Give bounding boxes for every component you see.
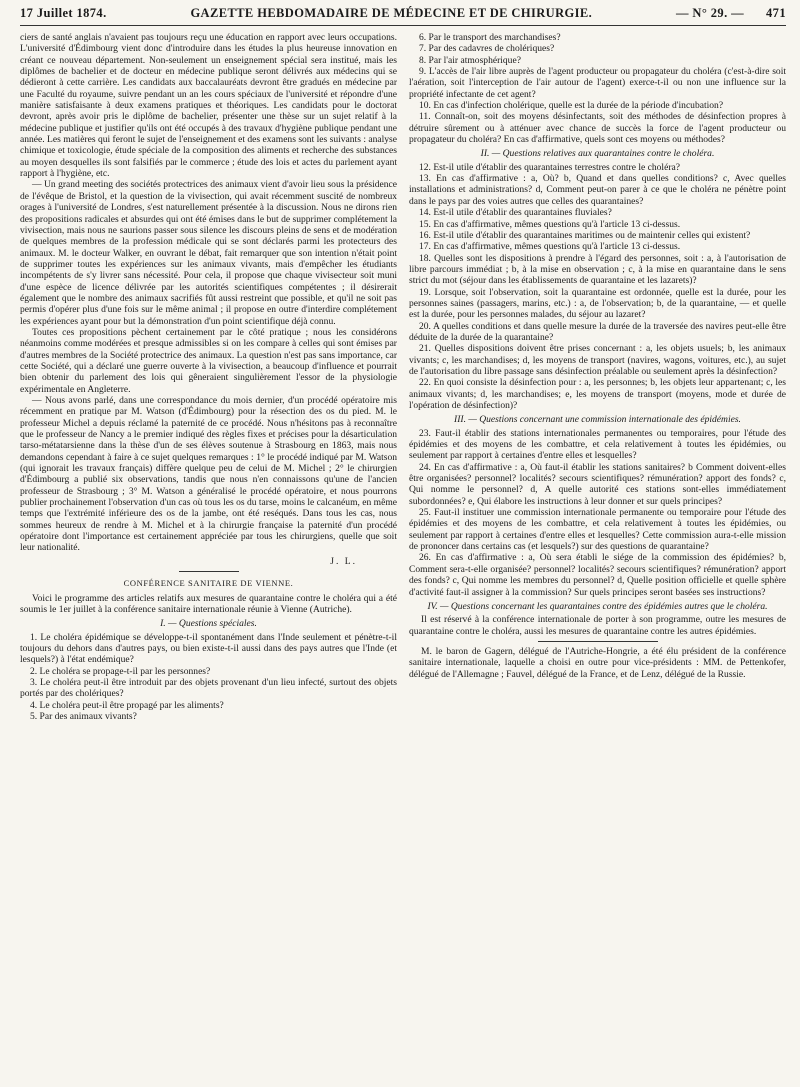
question-item: 19. Lorsque, soit l'observation, soit la quarantaine est ordonnée, quelle est la durée, pour les personnes saines (passagers, marins, etc.) : a, de l'observation; b, de la quarantaine, — et quelle est la durée, pour les personnes malades, du séjour au lazaret?	[409, 286, 786, 321]
header-page-number: 471	[766, 6, 786, 20]
question-item: 24. En cas d'affirmative : a, Où faut-il établir les stations sanitaires? b Comment doivent-elles être organisées? personnel? localités? secours scientifiques? rémunération? apport des fonds? c, Qui nomme le personnel? d, A quelle autorité ces stations sont-elles immédiatement subordonnées? e, Qui élabore les instructions à leur donner et sur quels principes?	[409, 461, 786, 507]
paragraph-programme: Voici le programme des articles relatifs aux mesures de quarantaine contre le choléra qui a été soumis le 1er juillet à la conférence sanitaire internationale réunie à Vienne (Autriche).	[20, 592, 397, 615]
question-item: 21. Quelles dispositions doivent être prises concernant : a, les objets usuels; b, les animaux vivants; c, les marchandises; d, les moyens de transport (navires, wagons, voitures, etc.), au sujet de l'autorisation du libre passage sans désinfection préalable ou seulement après la désinfection?	[409, 343, 786, 377]
paragraph-watson-procedure: — Nous avons parlé, dans une correspondance du mois dernier, d'un procédé opératoire mis récemment en pratique par M. Watson (d'Édimbourg) pour la résection des os du pied. M. le professeur Michel a depuis réclamé la paternité de ce procédé. Nous n'hésitons pas à reconnaître que le professeur de Nancy a le premier indiqué des règles fixes et précises pour la désarticulation tarso-métatarsienne dans la thèse d'un de ses élèves soutenue à Strasbourg en 1863, mais nous demandons cependant à faire à ce sujet quelques remarques : 1° le procédé indiqué par M. Watson (qui ignorait les travaux français) diffère quelque peu de celui de M. Michel ; 2° le chirurgien d'Édimbourg a publié six observations, tandis que nous n'en connaissons qu'une de l'ancien professeur de Strasbourg ; 3° M. Watson a généralisé le procédé opératoire, et nous pourrons publier prochainement l'observation d'un cas où tous les os du tarse, moins le calcanéum, en même temps que l'extrémité inférieure des os de la jambe, ont été reséqués. Dans tous les cas, nous sommes heureux de rendre à M. Michel et à la chirurgie française la paternité d'un procédé opératoire dont l'importance est certainement appréciée par tous les chirurgiens, quelle que soit leur nationalité.	[20, 395, 397, 554]
paragraph-edinburgh: ciers de santé anglais n'avaient pas toujours reçu une éducation en rapport avec leurs occupations. L'université d'Édimbourg vient donc d'introduire dans les études la plus heureuse innovation en créant ce nouveau département. Non-seulement un enseignement spécial sera institué, mais les diplômes de bachelier et de docteur en médecine publique seront délivrés aux médecins qui se dédieront à cette carrière. Les candidats aux baccalauréats devront être gradués en médecine par une Faculté du royaume, suivre pendant un an les cours spéciaux de l'université et répondre d'une manière satisfaisante à deux examens pratiques et théoriques. Les candidats pour le doctorat devront, après avoir pris le diplôme de bachelier, présenter une thèse sur un sujet relatif à la médecine publique et justifier qu'ils ont été occupés à des travaux d'hygiène publique pendant une année. Les matières qui feront le sujet de l'enseignement et des examens sont les suivants : analyse chimique et toxicologie, étude spéciale de la composition des aliments et recherche des substances au moyen desquelles ils sont falsifiés par le commerce ; étude des lois et actes du parlement ayant rapport à l'hygiène, etc.	[20, 32, 397, 180]
paragraph-vivisection-meeting: — Un grand meeting des sociétés protectrices des animaux vient d'avoir lieu sous la présidence de l'évêque de Bristol, et la question de la vivisection, qui avait récemment suscité de nombreux orages à l'université de Londres, s'est naturellement présentée à la discussion. Nous ne dirons rien des propositions radicales et absurdes qui ont été émises dans le but de supprimer complétement la vivisection, mais nous ne saurions passer sous silence les discours pleins de sens et de modération de quelques membres de la profession médicale qui se sont déclarés parmi les protecteurs des animaux. M. le docteur Walker, en ouvrant le débat, fait remarquer que son intention n'était point de supprimer toutes les expériences sur les animaux vivants, mais d'empêcher les étudiants incompétents de s'y livrer sans nécessité. Pour cela, il propose que chaque vivisecteur soit muni d'une espèce de licence délivrée par les autorités scientifiques compétentes ; il désirerait également que le nombre des animaux sacrifiés fût aussi restreint que possible, et qu'il ne soit pas permis d'opérer plus d'une fois sur le même animal ; il propose en outre d'interdire complétement les expériences ayant pour but la démonstration d'un point scientifique déjà connu.	[20, 179, 397, 327]
paragraph-gagern: M. le baron de Gagern, délégué de l'Autriche-Hongrie, a été élu président de la conférence sanitaire internationale, laquelle a choisi en outre pour vice-présidents : MM. de Pettenkofer, délégué de l'Allemagne ; Fauvel, délégué de la France, et de Lenz, délégué de la Russie.	[409, 645, 786, 680]
question-item: 23. Faut-il établir des stations internationales permanentes ou temporaires, pour l'étude des épidémies et des moyens de les combattre, et cela relativement à toutes les épidémies, ou seulement par rapport à certaines d'entre elles et lesquelles?	[409, 427, 786, 462]
question-item: 8. Par l'air atmosphérique?	[419, 54, 521, 66]
question-item: 6. Par le transport des marchandises?	[419, 32, 561, 43]
question-item: 25. Faut-il instituer une commission internationale permanente ou temporaire pour l'étude des épidémies et des moyens de les combattre, et cela relativement à toutes les épidémies, ou seulement par rapport à certaines d'entre elles et lesquelles? Cette commission aura-t-elle mission de prononcer dans certains cas (et lesquels?) sur des questions de quarantaine?	[409, 507, 786, 553]
right-column	[409, 32, 786, 1082]
section-heading-1: I. — Questions spéciales.	[160, 618, 257, 630]
question-item: 3. Le choléra peut-il être introduit par des objets provenant d'un lieu infecté, surtout des objets portés par des cholériques?	[20, 676, 397, 700]
question-item: 15. En cas d'affirmative, mêmes questions qu'à l'article 13 ci-dessus.	[419, 218, 681, 230]
questions-list-left	[20, 632, 397, 723]
question-item: 20. A quelles conditions et dans quelle mesure la durée de la traversée des navires peut-elle être déduite de la durée de la quarantaine?	[409, 320, 786, 343]
paragraph-propositions: Toutes ces propositions pèchent certainement par le côté pratique ; nous les considérons néanmoins comme modérées et presque admissibles si on les compare à celles qui sont émises par d'autres membres de la Société protectrice des animaux. La question n'est pas sans importance, car cette Société, qui a déclaré une guerre ouverte à la vivisection, a beaucoup d'influence et pourrait bien obtenir du parlement des lois qui gêneraient singulièrement l'essor de la physiologie expérimentale en Angleterre.	[20, 326, 397, 395]
question-item: 12. Est-il utile d'établir des quarantaines terrestres contre le choléra?	[419, 161, 680, 173]
questions-list-c	[409, 428, 786, 598]
question-item: 16. Est-il utile d'établir des quarantaines maritimes ou de maintenir celles qui existent?	[419, 229, 751, 241]
section-heading-2: II. — Questions relatives aux quarantaines contre le choléra.	[480, 148, 715, 160]
header-date: 17 Juillet 1874.	[20, 6, 107, 20]
question-item: 7. Par des cadavres de cholériques?	[419, 43, 555, 55]
columns	[20, 32, 786, 1082]
question-item: 14. Est-il utile d'établir des quarantaines fluviales?	[419, 207, 612, 219]
signature: J. L.	[330, 555, 357, 567]
section-heading-4: IV. — Questions concernant les quarantaines contre des épidémies autres que le choléra.	[427, 600, 768, 612]
question-item: 4. Le choléra peut-il être propagé par les aliments?	[30, 699, 224, 711]
question-item: 5. Par des animaux vivants?	[30, 710, 137, 722]
question-item: 18. Quelles sont les dispositions à prendre à l'égard des personnes, soit : a, à l'autorisation de libre parcours immédiat ; b, à la mise en observation ; c, à la mise en quarantaine dans le sens strict du mot (séjour dans les établissements de quarantaine et les lazarets)?	[409, 252, 786, 287]
divider	[179, 571, 239, 572]
question-item: 11. Connaît-on, soit des moyens désinfectants, soit des méthodes de désinfection propres à détruire sûrement ou à atténuer avec chance de succès la force de l'agent producteur ou propagateur du choléra? En cas d'affirmative, quels sont ces moyens ou méthodes?	[409, 111, 786, 146]
questions-list-a	[409, 32, 786, 145]
header-right	[676, 6, 786, 21]
question-item: 1. Le choléra épidémique se développe-t-il spontanément dans l'Inde seulement et pénètre-t-il toujours du dehors dans d'autres pays, ou bien existe-t-il aussi dans des pays autres que l'Inde (et lesquels?) à l'état endémique?	[20, 631, 397, 666]
question-item: 10. En cas d'infection cholérique, quelle est la durée de la période d'incubation?	[419, 100, 724, 112]
question-item: 9. L'accès de l'air libre auprès de l'agent producteur ou propagateur du choléra (c'est-à-dire soit l'aération, soit l'interception de l'air autour de l'agent) exerce-t-il ou non une influence sur la propriété infectante de cet agent?	[409, 66, 786, 100]
question-item: 22. En quoi consiste la désinfection pour : a, les personnes; b, les objets leur appartenant; c, les animaux vivants; d, les marchandises; e, les moyens de transport (moyens, mode et durée de l'opération de désinfection)?	[409, 377, 786, 411]
section-heading-3: III. — Questions concernant une commission internationale des épidémies.	[454, 414, 741, 426]
page-header	[20, 6, 786, 26]
header-journal-title: GAZETTE HEBDOMADAIRE DE MÉDECINE ET DE CHIRURGIE.	[190, 6, 593, 20]
questions-list-b	[409, 162, 786, 412]
left-column	[20, 32, 397, 1082]
conference-title: CONFÉRENCE SANITAIRE DE VIENNE.	[123, 578, 294, 589]
question-item: 2. Le choléra se propage-t-il par les personnes?	[30, 665, 211, 677]
question-item: 17. En cas d'affirmative, mêmes questions qu'à l'article 13 ci-dessus.	[419, 241, 681, 253]
header-issue-number: — N° 29. —	[676, 6, 745, 20]
paragraph-reserve: Il est réservé à la conférence internationale de porter à son programme, outre les mesures de quarantaine contre le choléra, aussi les mesures de quarantaine contre les autres épidémies.	[409, 614, 786, 637]
divider	[538, 641, 658, 642]
question-item: 26. En cas d'affirmative : a, Où sera établi le siége de la commission des épidémies? b, Comment sera-t-elle organisée? personnel? localités? secours scientifiques? rémunération? apport des fonds? c, Qui nomme les membres du personnel? d, Quelle position officielle et quelle sphère d'activité faut-il assigner à la commission? Sur quels principes seront basées ses instructions?	[409, 552, 786, 598]
question-item: 13. En cas d'affirmative : a, Où? b, Quand et dans quelles conditions? c, Avec quelles installations et administrations? d, Comment peut-on parer à ce que le choléra ne pénètre point dans le pays par des voies autres que celles des quarantaines?	[409, 173, 786, 207]
